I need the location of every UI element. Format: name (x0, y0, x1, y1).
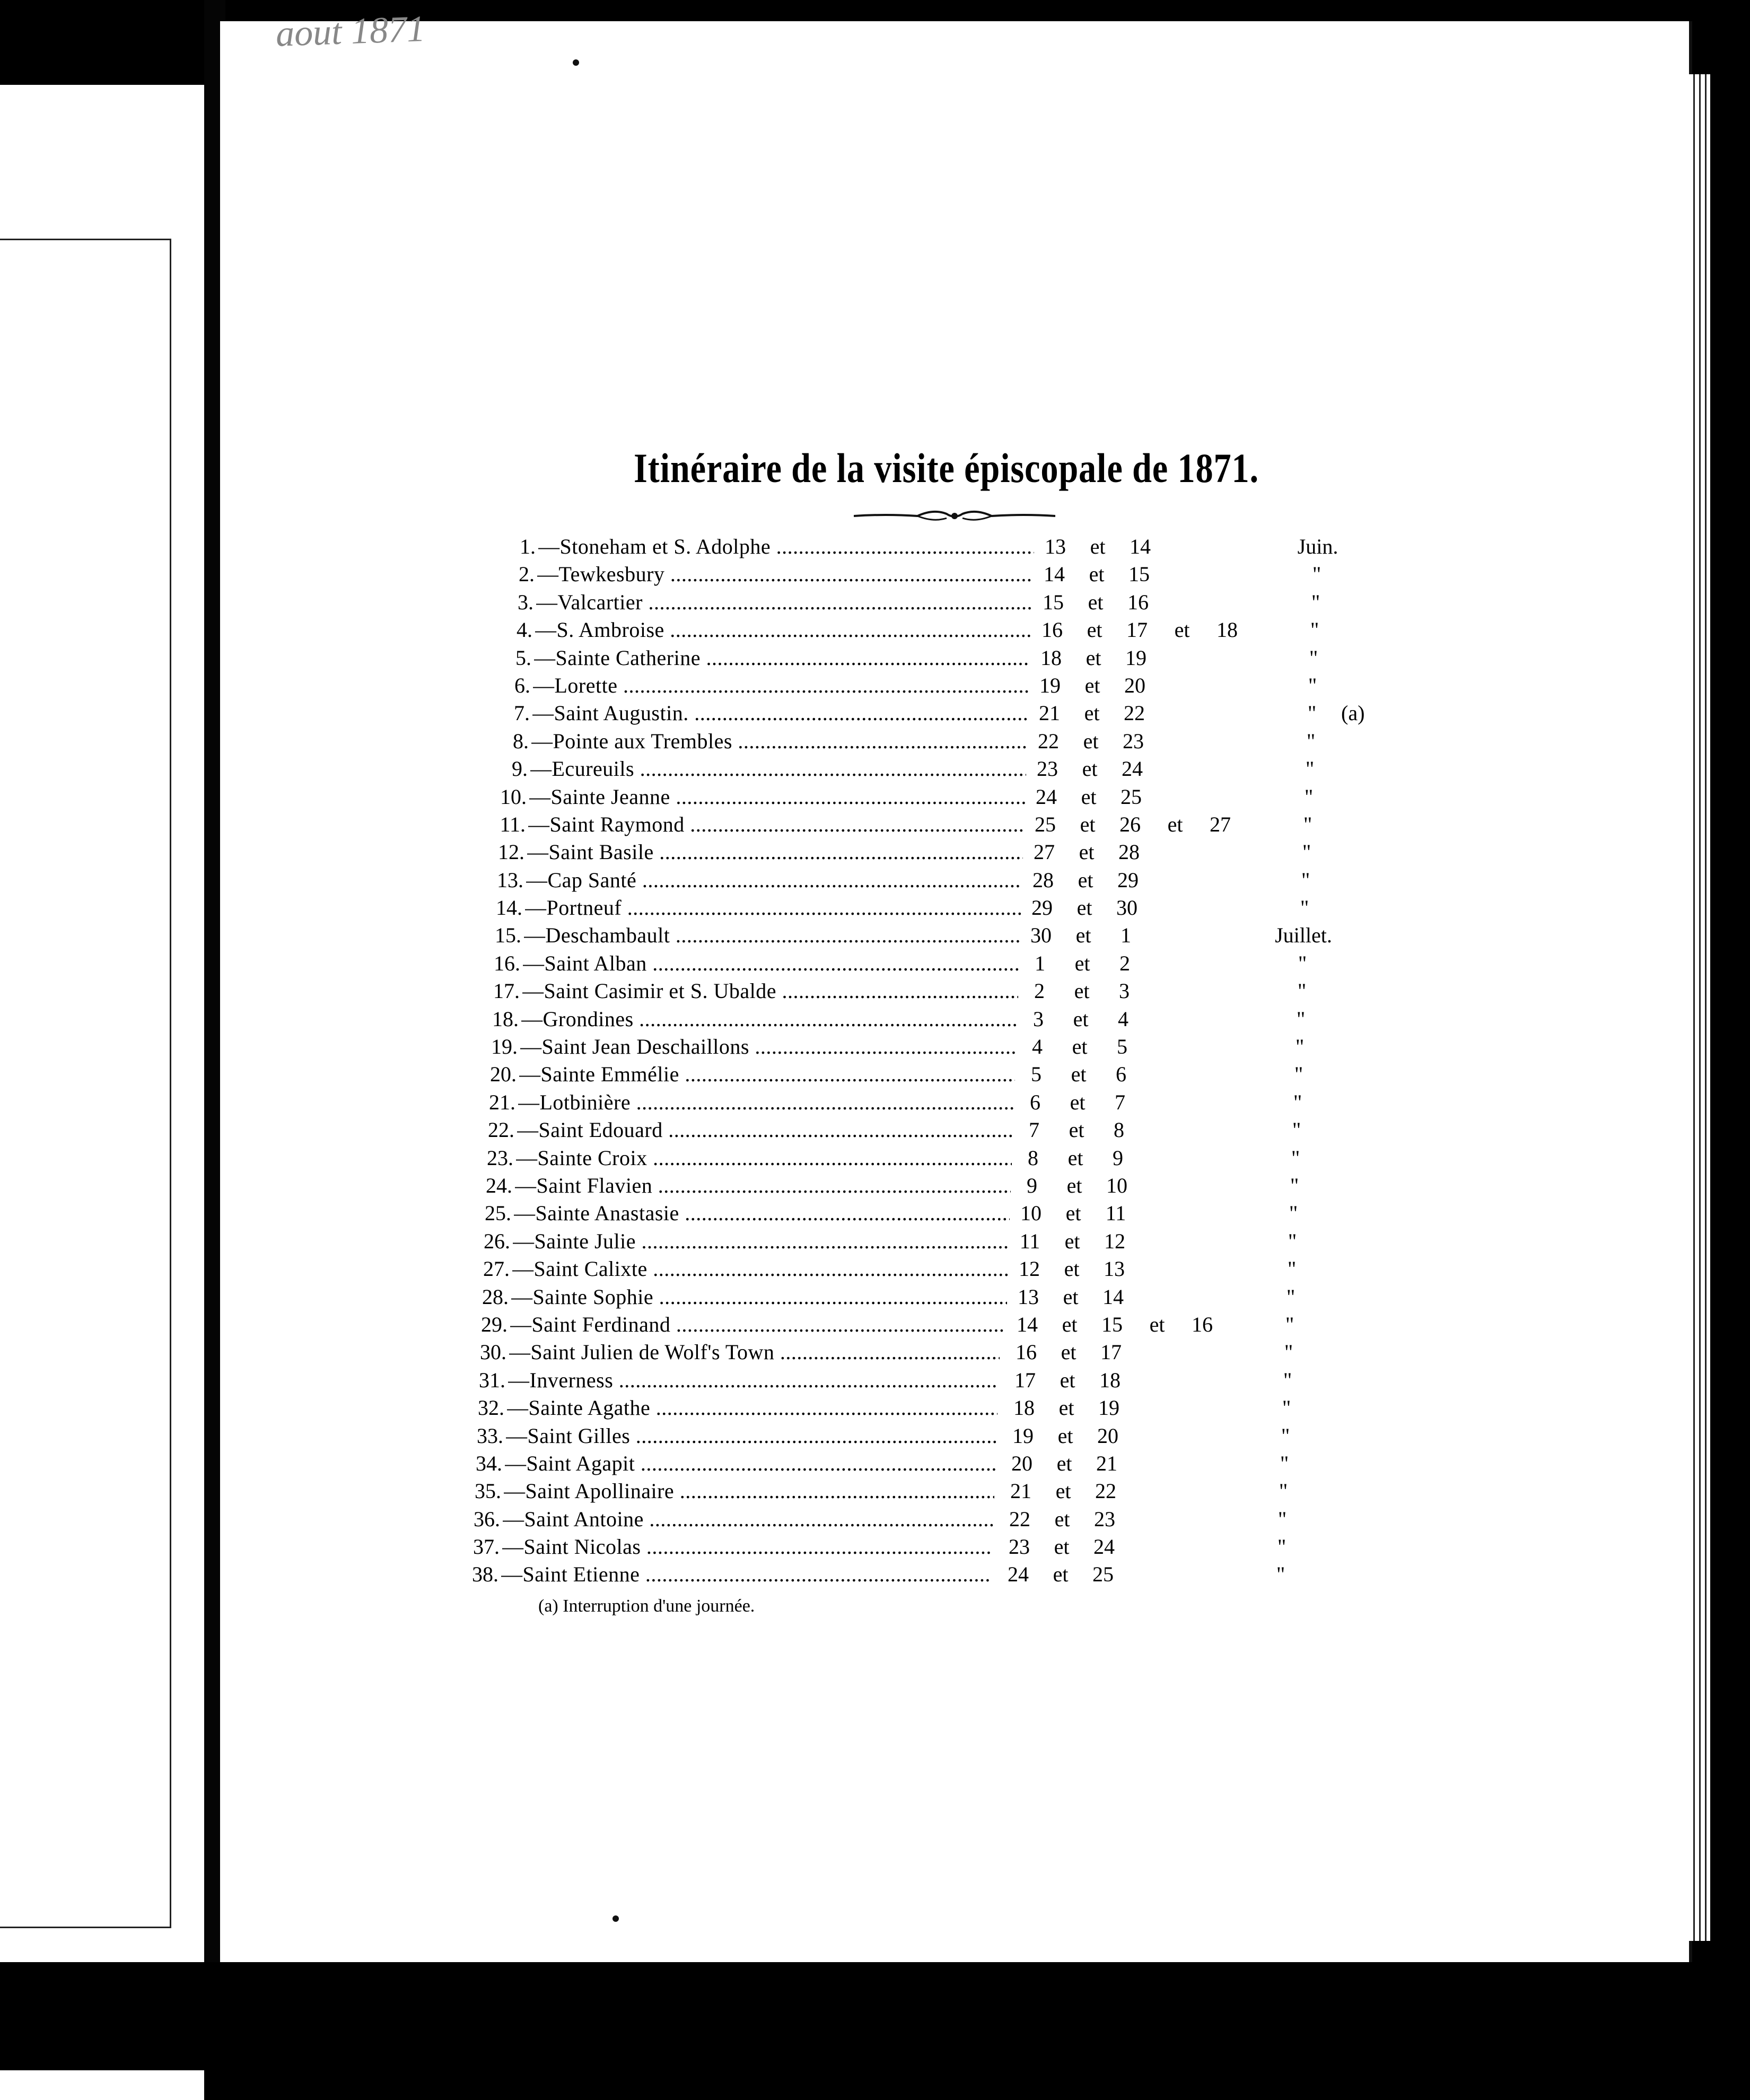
row-et: et (1054, 1535, 1070, 1559)
table-row (477, 1477, 1379, 1505)
row-et: et (1078, 868, 1093, 892)
row-month: " (1289, 1201, 1298, 1226)
row-number: 38. (472, 1562, 498, 1587)
row-day-end: 26 (1119, 812, 1141, 836)
row-number: 35. (475, 1479, 501, 1503)
row-month: " (1293, 1090, 1302, 1114)
table-row (477, 1228, 1379, 1255)
row-day-end: 24 (1093, 1535, 1115, 1559)
row-et: et (1053, 1562, 1069, 1587)
row-number: 22. (488, 1118, 514, 1142)
table-row (477, 1172, 1379, 1200)
row-et: et (1080, 812, 1096, 836)
row-et: et (1061, 1340, 1077, 1364)
row-number: 2. (519, 562, 535, 587)
row-day-start: 10 (1020, 1201, 1042, 1226)
table-row (477, 616, 1379, 644)
row-day-end: 17 (1100, 1340, 1122, 1364)
row-et: et (1062, 1312, 1078, 1336)
row-day-end: 22 (1095, 1479, 1116, 1503)
row-et: et (1075, 923, 1091, 948)
row-place: —Grondines ..... (521, 1005, 1017, 1033)
table-row (477, 1422, 1379, 1450)
row-day-end: 20 (1097, 1423, 1118, 1448)
page-title: Itinéraire de la visite épiscopale de 1871. (634, 445, 1259, 491)
row-et: et (1066, 1173, 1082, 1197)
table-row (477, 1367, 1379, 1394)
row-place: —Ecureuils ..... (530, 755, 1026, 783)
row-number: 20. (490, 1062, 517, 1087)
row-day-end: 14 (1130, 535, 1151, 558)
row-number: 11. (500, 812, 526, 836)
row-place: —S. Ambroise ..... (535, 616, 1031, 644)
row-day-start: 17 (1014, 1368, 1036, 1392)
row-place: —Saint Casimir et S. Ubalde ..... (522, 977, 1018, 1005)
table-row (477, 755, 1379, 783)
row-month: " (1300, 896, 1309, 920)
row-day-start: 24 (1036, 784, 1057, 809)
row-day-end: 12 (1104, 1229, 1125, 1253)
row-place: —Sainte Sophie ..... (511, 1283, 1007, 1311)
table-row (477, 589, 1379, 616)
row-place: —Saint Apollinaire ..... (504, 1477, 994, 1505)
row-day-end: 21 (1096, 1451, 1117, 1475)
row-place: —Cap Santé ..... (526, 867, 1022, 894)
row-day-end: 24 (1122, 757, 1143, 781)
row-number: 24. (486, 1173, 512, 1197)
table-row (477, 1394, 1379, 1422)
table-row (477, 1311, 1379, 1338)
row-et-extra: et (1167, 812, 1183, 836)
row-et: et (1083, 729, 1099, 753)
row-place: —Inverness ..... (508, 1367, 999, 1394)
row-place: —Saint Edouard ..... (517, 1116, 1013, 1144)
row-day-end: 30 (1116, 896, 1138, 920)
row-et: et (1054, 1507, 1070, 1531)
table-row (477, 728, 1379, 755)
row-number: 17. (493, 979, 520, 1003)
row-day-start: 1 (1035, 951, 1045, 975)
row-month: " (1280, 1451, 1289, 1475)
table-row (477, 1116, 1379, 1144)
row-place: —Saint Alban ..... (523, 950, 1019, 977)
row-number: 23. (487, 1145, 513, 1170)
row-day-start: 21 (1039, 701, 1060, 725)
row-day-start: 28 (1032, 868, 1054, 892)
page-edges (1689, 74, 1710, 1941)
row-et: et (1088, 590, 1104, 614)
row-place: —Saint Flavien ..... (515, 1172, 1011, 1200)
row-month: " (1311, 590, 1320, 614)
row-day-end: 25 (1092, 1562, 1114, 1587)
row-place: —Saint Raymond ..... (528, 811, 1024, 838)
table-row (477, 1450, 1379, 1477)
row-month: " (1284, 1340, 1293, 1364)
row-et-extra: et (1174, 618, 1190, 642)
row-day-end: 25 (1121, 784, 1142, 809)
row-place: —Lorette ..... (533, 672, 1029, 699)
row-day-start: 21 (1010, 1479, 1031, 1503)
row-day-end: 18 (1099, 1368, 1121, 1392)
row-et: et (1074, 951, 1090, 975)
row-month: " (1307, 701, 1317, 725)
row-day-start: 3 (1033, 1007, 1044, 1031)
table-row (477, 644, 1379, 672)
row-et: et (1084, 673, 1100, 697)
row-day-end: 14 (1102, 1284, 1124, 1309)
row-number: 28. (482, 1284, 509, 1309)
row-month: " (1304, 784, 1314, 809)
row-day-start: 23 (1009, 1535, 1030, 1559)
row-et: et (1071, 1062, 1087, 1087)
row-day-start: 11 (1019, 1229, 1040, 1253)
row-day-end: 15 (1101, 1312, 1123, 1336)
row-et: et (1057, 1423, 1073, 1448)
row-day-end: 23 (1094, 1507, 1115, 1531)
right-border (1710, 0, 1750, 2070)
row-day-start: 20 (1011, 1451, 1032, 1475)
row-number: 31. (479, 1368, 505, 1392)
row-number: 3. (518, 590, 533, 614)
row-number: 32. (478, 1396, 504, 1420)
bottom-border (0, 1962, 1750, 2070)
row-number: 8. (513, 729, 529, 753)
table-row (477, 950, 1379, 977)
row-day-start: 30 (1030, 923, 1052, 948)
row-month: " (1288, 1229, 1297, 1253)
table-row (472, 1561, 1379, 1588)
row-number: 14. (496, 896, 522, 920)
row-place: —Pointe aux Trembles ..... (531, 728, 1027, 755)
row-et: et (1089, 562, 1105, 587)
row-month: " (1312, 562, 1322, 587)
row-et: et (1056, 1451, 1072, 1475)
row-number: 33. (477, 1423, 503, 1448)
row-place: —Saint Jean Deschaillons ..... (520, 1033, 1016, 1061)
row-place: —Sainte Jeanne ..... (529, 783, 1025, 811)
row-place: —Stoneham et S. Adolphe ..... (538, 533, 1034, 561)
table-row (477, 1061, 1379, 1088)
row-place: —Sainte Agathe ..... (507, 1394, 998, 1422)
row-place: —Sainte Julie ..... (513, 1228, 1009, 1255)
row-number: 10. (500, 784, 527, 809)
table-row (477, 1005, 1379, 1033)
left-page-insert (0, 239, 171, 1928)
row-et-extra: et (1149, 1312, 1165, 1336)
row-day-end: 9 (1113, 1145, 1123, 1170)
row-place: —Deschambault ..... (524, 922, 1020, 949)
row-number: 13. (497, 868, 523, 892)
table-row (477, 922, 1379, 949)
row-day-end: 2 (1119, 951, 1130, 975)
row-day-start: 16 (1042, 618, 1063, 642)
row-et: et (1079, 840, 1095, 864)
row-note: (a) (1341, 701, 1365, 725)
row-number: 29. (481, 1312, 508, 1336)
row-month: Juillet. (1275, 923, 1332, 948)
ink-speck (612, 1915, 619, 1922)
row-month: " (1308, 673, 1317, 697)
table-row (477, 1089, 1379, 1116)
row-et: et (1058, 1396, 1074, 1420)
itinerary-list (472, 533, 1379, 1589)
row-et: et (1084, 701, 1100, 725)
row-place: —Lotbinière ..... (518, 1089, 1014, 1116)
row-number: 12. (498, 840, 524, 864)
row-number: 16. (494, 951, 520, 975)
row-number: 27. (483, 1257, 510, 1281)
ornament-icon (854, 506, 1055, 526)
row-place: —Saint Agapit ..... (505, 1450, 995, 1477)
row-day-start: 18 (1040, 645, 1062, 670)
row-et: et (1086, 645, 1101, 670)
row-day-start: 19 (1012, 1423, 1034, 1448)
row-month: " (1286, 1284, 1296, 1309)
row-number: 37. (473, 1535, 500, 1559)
row-et: et (1077, 896, 1092, 920)
row-month: " (1282, 1396, 1291, 1420)
row-day-start: 19 (1039, 673, 1061, 697)
row-place: —Saint Gilles ..... (506, 1422, 996, 1450)
row-day-end: 28 (1118, 840, 1140, 864)
row-month: " (1290, 1173, 1299, 1197)
row-number: 36. (474, 1507, 500, 1531)
row-number: 4. (517, 618, 532, 642)
table-row (477, 838, 1379, 866)
row-day-start: 16 (1016, 1340, 1037, 1364)
ink-speck (573, 59, 579, 66)
row-place: —Saint Ferdinand ..... (510, 1311, 1006, 1338)
row-month: " (1283, 1368, 1292, 1392)
table-row (477, 1033, 1379, 1061)
row-day-start: 18 (1013, 1396, 1035, 1420)
row-day-end: 15 (1128, 562, 1150, 587)
row-day-start: 27 (1034, 840, 1055, 864)
row-place: —Saint Augustin. ..... (532, 699, 1028, 727)
row-number: 30. (480, 1340, 506, 1364)
row-et: et (1082, 757, 1098, 781)
row-et: et (1070, 1090, 1086, 1114)
table-row (473, 1533, 1379, 1561)
row-place: —Saint Basile ..... (527, 838, 1023, 866)
table-row (477, 1144, 1379, 1172)
table-row (477, 783, 1379, 811)
row-day-end: 23 (1123, 729, 1144, 753)
row-day-extra: 18 (1217, 618, 1238, 642)
row-place: —Sainte Emmélie ..... (519, 1061, 1015, 1088)
row-day-start: 29 (1031, 896, 1053, 920)
row-day-start: 15 (1043, 590, 1064, 614)
table-row (477, 1255, 1379, 1283)
row-day-start: 14 (1017, 1312, 1038, 1336)
row-day-extra: 27 (1210, 812, 1231, 836)
row-et: et (1081, 784, 1097, 809)
row-day-end: 13 (1104, 1257, 1125, 1281)
row-place: —Sainte Catherine ..... (534, 644, 1030, 672)
row-month: " (1292, 1118, 1301, 1142)
row-et: et (1073, 1007, 1089, 1031)
row-et: et (1065, 1201, 1081, 1226)
row-day-end: 1 (1121, 923, 1131, 948)
row-day-end: 4 (1118, 1007, 1128, 1031)
row-month: " (1302, 840, 1311, 864)
row-place: —Saint Calixte ..... (512, 1255, 1008, 1283)
row-number: 25. (485, 1201, 511, 1226)
row-day-start: 6 (1030, 1090, 1040, 1114)
row-day-start: 23 (1037, 757, 1058, 781)
row-number: 9. (512, 757, 528, 781)
row-day-start: 7 (1029, 1118, 1039, 1142)
row-day-end: 5 (1117, 1035, 1127, 1059)
table-row (477, 533, 1379, 561)
row-place: —Tewkesbury ..... (537, 561, 1033, 588)
row-number: 6. (514, 673, 530, 697)
row-month: " (1278, 1507, 1287, 1531)
row-day-start: 4 (1032, 1035, 1043, 1059)
row-place: —Saint Etienne ..... (501, 1561, 992, 1588)
row-et: et (1063, 1284, 1079, 1309)
row-day-start: 9 (1027, 1173, 1037, 1197)
row-day-start: 13 (1045, 535, 1066, 558)
row-et: et (1064, 1257, 1080, 1281)
row-month: " (1277, 1535, 1287, 1559)
row-day-start: 14 (1044, 562, 1065, 587)
row-number: 19. (491, 1035, 518, 1059)
row-month: " (1298, 951, 1307, 975)
row-et: et (1069, 1118, 1084, 1142)
row-day-start: 2 (1034, 979, 1045, 1003)
table-row (477, 867, 1379, 894)
row-number: 26. (484, 1229, 510, 1253)
table-row (477, 672, 1379, 699)
row-et: et (1060, 1368, 1075, 1392)
footnote: (a) Interruption d'une journée. (538, 1596, 755, 1616)
row-day-start: 22 (1009, 1507, 1030, 1531)
table-row (474, 1506, 1379, 1533)
row-day-start: 8 (1028, 1145, 1038, 1170)
row-day-end: 8 (1114, 1118, 1124, 1142)
row-day-end: 3 (1119, 979, 1130, 1003)
row-month: " (1294, 1062, 1303, 1087)
row-et: et (1074, 979, 1090, 1003)
row-day-start: 22 (1038, 729, 1059, 753)
row-day-start: 5 (1031, 1062, 1042, 1087)
row-day-end: 19 (1098, 1396, 1119, 1420)
row-month: " (1296, 1007, 1306, 1031)
table-row (477, 894, 1379, 922)
row-et: et (1090, 535, 1106, 558)
row-day-extra: 16 (1192, 1312, 1213, 1336)
row-month: " (1285, 1312, 1294, 1336)
table-row (477, 699, 1379, 727)
row-day-end: 22 (1124, 701, 1145, 725)
row-place: —Saint Antoine ..... (503, 1506, 993, 1533)
row-month: " (1297, 979, 1307, 1003)
row-month: " (1291, 1145, 1300, 1170)
row-month: " (1281, 1423, 1290, 1448)
row-place: —Sainte Anastasie ..... (514, 1200, 1010, 1227)
row-month: " (1287, 1257, 1297, 1281)
table-row (477, 1283, 1379, 1311)
row-et: et (1068, 1145, 1083, 1170)
row-month: " (1303, 812, 1312, 836)
row-day-end: 20 (1124, 673, 1145, 697)
row-day-start: 25 (1035, 812, 1056, 836)
row-place: —Saint Nicolas ..... (502, 1533, 993, 1561)
table-row (477, 1338, 1379, 1366)
row-month: " (1310, 618, 1319, 642)
row-et: et (1064, 1229, 1080, 1253)
row-day-end: 11 (1105, 1201, 1126, 1226)
handwritten-note: aout 1871 (275, 8, 426, 55)
row-day-start: 13 (1018, 1284, 1039, 1309)
row-day-end: 7 (1115, 1090, 1125, 1114)
row-month: " (1301, 868, 1310, 892)
left-page (0, 85, 204, 2100)
table-row (477, 561, 1379, 588)
row-place: —Portneuf ..... (525, 894, 1021, 922)
row-number: 15. (495, 923, 521, 948)
row-day-start: 12 (1019, 1257, 1040, 1281)
row-day-start: 24 (1008, 1562, 1029, 1587)
row-et: et (1087, 618, 1102, 642)
row-number: 1. (520, 535, 536, 558)
row-place: —Sainte Croix ..... (516, 1144, 1012, 1172)
row-number: 7. (514, 701, 530, 725)
row-day-end: 17 (1126, 618, 1148, 642)
row-et: et (1055, 1479, 1071, 1503)
table-row (477, 1200, 1379, 1227)
row-month: " (1306, 729, 1316, 753)
row-day-end: 6 (1116, 1062, 1126, 1087)
row-month: Juin. (1297, 535, 1338, 558)
row-month: " (1309, 645, 1318, 670)
row-day-end: 29 (1117, 868, 1139, 892)
row-number: 18. (492, 1007, 519, 1031)
row-number: 21. (489, 1090, 515, 1114)
row-et: et (1072, 1035, 1088, 1059)
row-number: 5. (515, 645, 531, 670)
row-month: " (1295, 1035, 1305, 1059)
row-day-end: 10 (1106, 1173, 1127, 1197)
table-row (477, 811, 1379, 838)
row-month: " (1276, 1562, 1285, 1587)
row-day-end: 16 (1127, 590, 1149, 614)
row-month: " (1305, 757, 1315, 781)
row-place: —Valcartier ..... (536, 589, 1032, 616)
row-day-end: 19 (1125, 645, 1147, 670)
row-number: 34. (476, 1451, 502, 1475)
row-month: " (1279, 1479, 1288, 1503)
row-place: —Saint Julien de Wolf's Town ..... (509, 1338, 1000, 1366)
table-row (477, 977, 1379, 1005)
